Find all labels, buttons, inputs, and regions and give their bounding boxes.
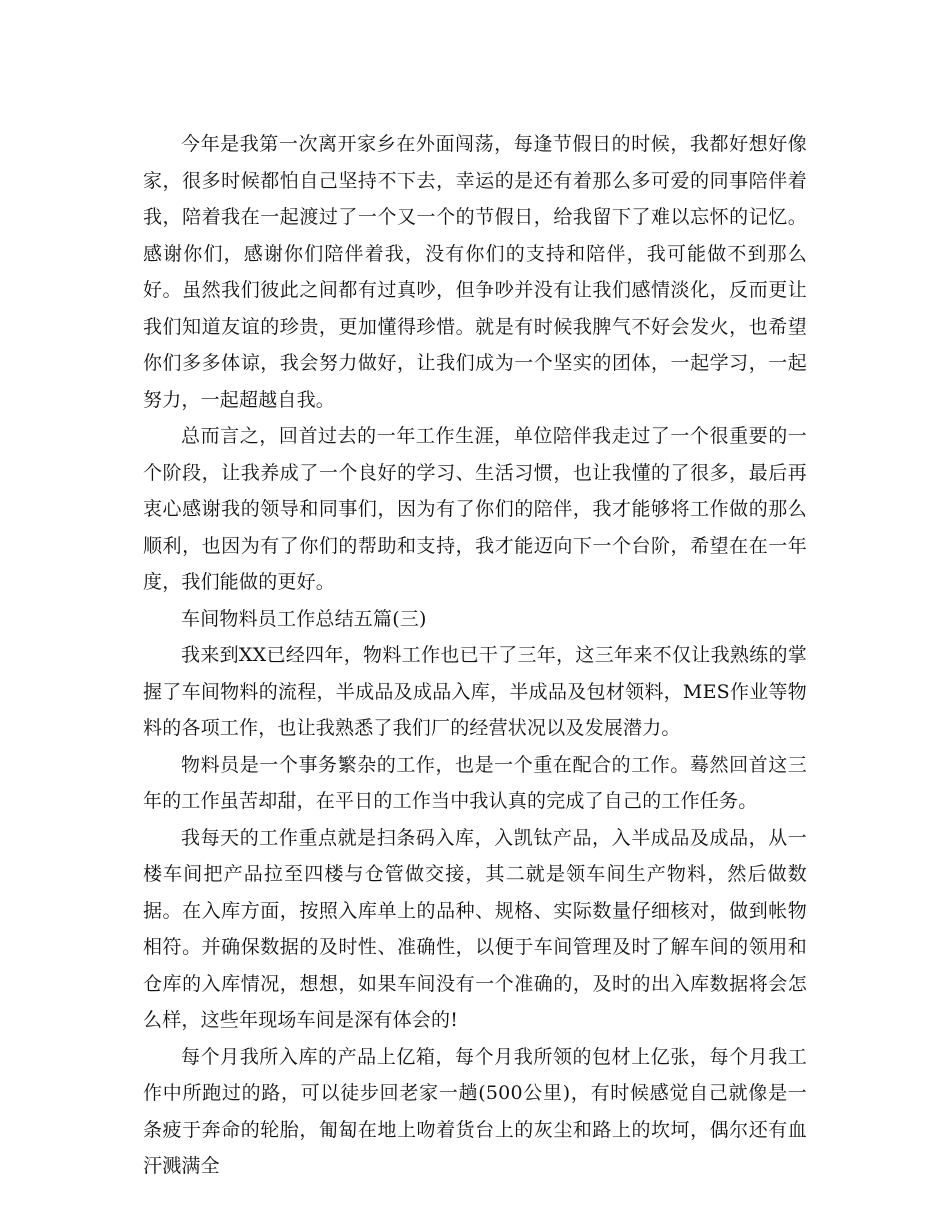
paragraph: 总而言之，回首过去的一年工作生涯，单位陪伴我走过了一个很重要的一个阶段，让我养成了一个良好的学习、生活习惯，也让我懂的了很多，最后再衷心感谢我的领导和同事们，因为有了你们的陪伴，我才能够将工作做的那么顺利，也因为有了你们的帮助和支持，我才能迈向下一个台阶，希望在在一年度，我们能做的更好。	[143, 425, 807, 593]
paragraph: 我来到XX已经四年，物料工作也已干了三年，这三年来不仅让我熟练的掌握了车间物料的流程，半成品及成品入库，半成品及包材领料，MES作业等物料的各项工作，也让我熟悉了我们厂的经营状况以及发展潜力。	[143, 644, 807, 739]
paragraph: 今年是我第一次离开家乡在外面闯荡，每逢节假日的时候，我都好想好像家，很多时候都怕自己坚持不下去，幸运的是还有着那么多可爱的同事陪伴着我，陪着我在一起渡过了一个又一个的节假日，给我留下了难以忘怀的记忆。感谢你们，感谢你们陪伴着我，没有你们的支持和陪伴，我可能做不到那么好。虽然我们彼此之间都有过真吵，但争吵并没有让我们感情淡化，反而更让我们知道友谊的珍贵，更加懂得珍惜。就是有时候我脾气不好会发火，也希望你们多多体谅，我会努力做好，让我们成为一个坚实的团体，一起学习，一起努力，一起超越自我。	[143, 133, 807, 411]
section-heading: 车间物料员工作总结五篇(三)	[181, 607, 427, 630]
paragraph: 物料员是一个事务繁杂的工作，也是一个重在配合的工作。蓦然回首这三年的工作虽苦却甜，在平日的工作当中我认真的完成了自己的工作任务。	[143, 753, 807, 812]
document-body	[143, 126, 807, 1185]
paragraph: 每个月我所入库的产品上亿箱，每个月我所领的包材上亿张，每个月我工作中所跑过的路，可以徒步回老家一趟(500公里)，有时候感觉自己就像是一条疲于奔命的轮胎，匍匐在地上吻着货台上的灰尘和路上的坎坷，偶尔还有血汗溅满全	[143, 1045, 807, 1177]
paragraph: 我每天的工作重点就是扫条码入库，入凯钛产品，入半成品及成品，从一楼车间把产品拉至四楼与仓管做交接，其二就是领车间生产物料，然后做数据。在入库方面，按照入库单上的品种、规格、实际数量仔细核对，做到帐物相符。并确保数据的及时性、准确性，以便于车间管理及时了解车间的领用和仓库的入库情况，想想，如果车间没有一个准确的，及时的出入库数据将会怎么样，这些年现场车间是深有体会的!	[143, 826, 807, 1031]
